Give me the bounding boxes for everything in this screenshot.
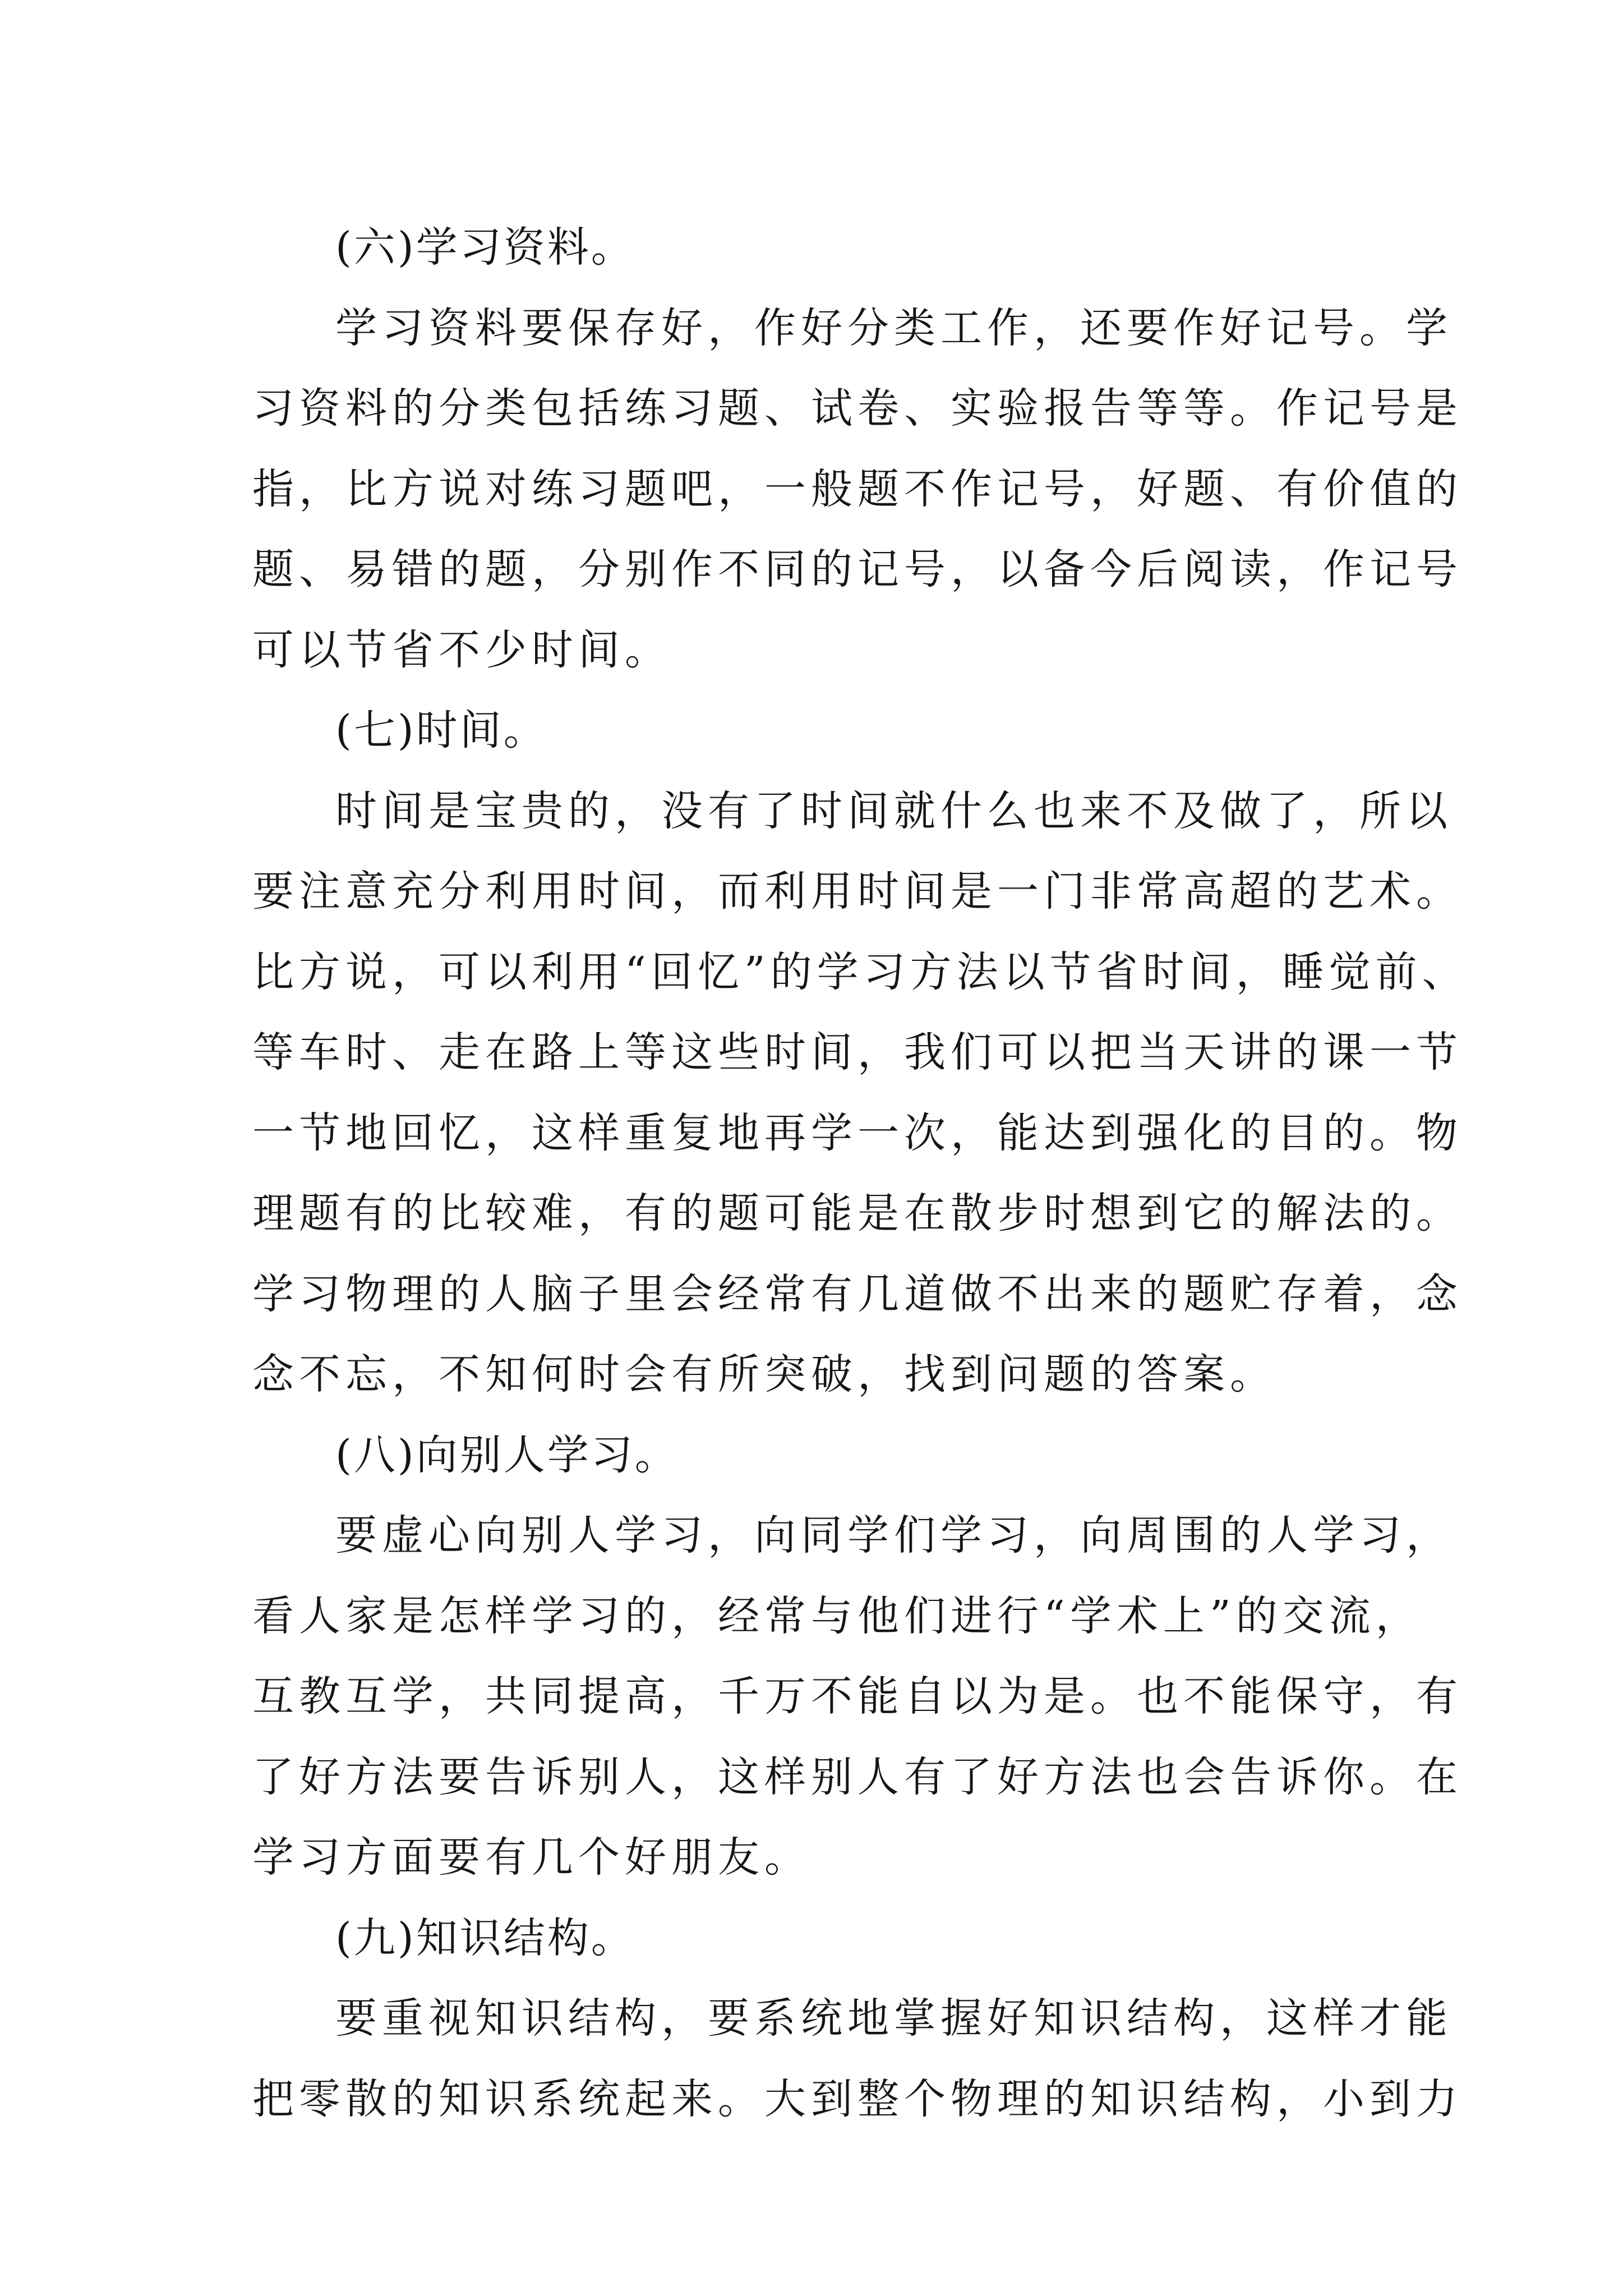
section-heading-7: (七)时间。 bbox=[335, 706, 547, 754]
section-heading-8: (八)向别人学习。 bbox=[335, 1430, 679, 1479]
paragraph-line: 时间是宝贵的，没有了时间就什么也来不及做了，所以 bbox=[335, 786, 1453, 835]
paragraph-line: 要虚心向别人学习，向同学们学习，向周围的人学习， bbox=[335, 1511, 1453, 1559]
paragraph-line: 理题有的比较难，有的题可能是在散步时想到它的解法的。 bbox=[252, 1189, 1463, 1237]
section-heading-9: (九)知识结构。 bbox=[335, 1913, 635, 1962]
paragraph-line: 习资料的分类包括练习题、试卷、实验报告等等。作记号是 bbox=[252, 384, 1463, 432]
paragraph-line: 互教互学，共同提高，千万不能自以为是。也不能保守，有 bbox=[252, 1672, 1463, 1720]
paragraph-line: 指，比方说对练习题吧，一般题不作记号，好题、有价值的 bbox=[252, 464, 1463, 513]
paragraph-line: 要注意充分利用时间，而利用时间是一门非常高超的艺术。 bbox=[252, 867, 1463, 915]
document-body bbox=[252, 208, 1469, 2139]
paragraph-line: 一节地回忆，这样重复地再学一次，能达到强化的目的。物 bbox=[252, 1108, 1463, 1157]
paragraph-line: 学习物理的人脑子里会经常有几道做不出来的题贮存着，念 bbox=[252, 1269, 1463, 1318]
paragraph-line: 把零散的知识系统起来。大到整个物理的知识结构，小到力 bbox=[252, 2074, 1463, 2123]
paragraph-line: 学习方面要有几个好朋友。 bbox=[252, 1833, 811, 1881]
paragraph-line: 念不忘，不知何时会有所突破，找到问题的答案。 bbox=[252, 1350, 1276, 1398]
paragraph-line: 比方说，可以利用“回忆”的学习方法以节省时间，睡觉前、 bbox=[252, 947, 1469, 996]
section-heading-6: (六)学习资料。 bbox=[335, 223, 635, 272]
paragraph-line: 看人家是怎样学习的，经常与他们进行“学术上”的交流， bbox=[252, 1591, 1422, 1640]
paragraph-line: 学习资料要保存好，作好分类工作，还要作好记号。学 bbox=[335, 303, 1453, 352]
paragraph-line: 可以节省不少时间。 bbox=[252, 625, 671, 674]
paragraph-line: 要重视知识结构，要系统地掌握好知识结构，这样才能 bbox=[335, 1994, 1453, 2042]
paragraph-line: 等车时、走在路上等这些时间，我们可以把当天讲的课一节 bbox=[252, 1028, 1463, 1076]
paragraph-line: 了好方法要告诉别人，这样别人有了好方法也会告诉你。在 bbox=[252, 1752, 1463, 1801]
paragraph-line: 题、易错的题，分别作不同的记号，以备今后阅读，作记号 bbox=[252, 545, 1463, 593]
